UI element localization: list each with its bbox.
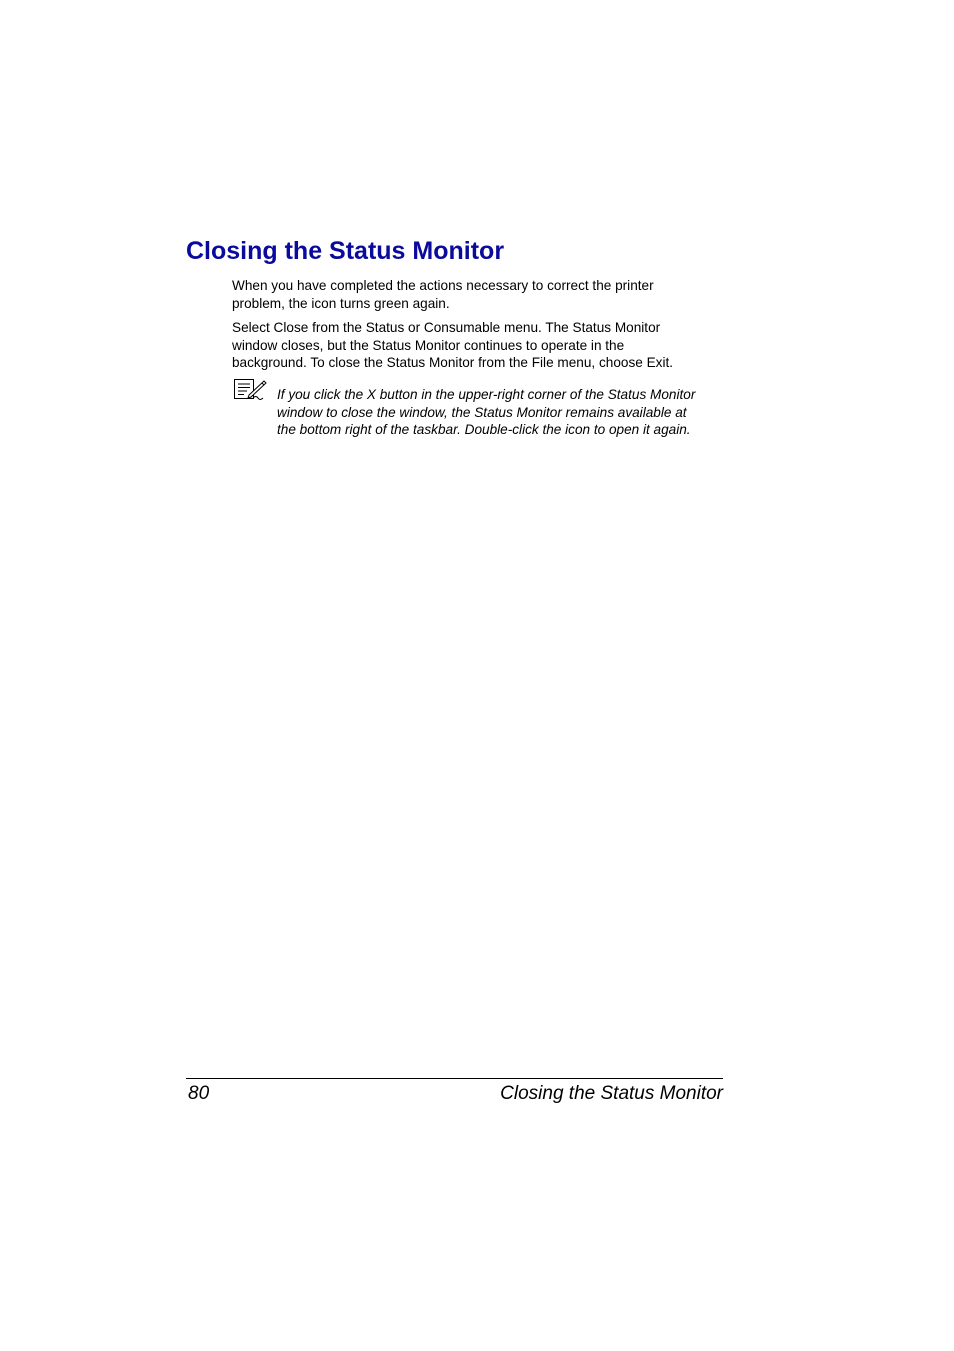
note-pencil-icon [233, 378, 267, 402]
paragraph-line: background. To close the Status Monitor from the File menu, choose Exit. [232, 355, 674, 370]
paragraph-close-instructions [232, 319, 722, 372]
paragraph-completed-actions [232, 277, 722, 312]
paragraph-line: window closes, but the Status Monitor continues to operate in the [232, 337, 625, 353]
page-title: Closing the Status Monitor [186, 237, 505, 265]
note-line: the bottom right of the taskbar. Double-click the icon to open it again. [277, 422, 691, 438]
note-line: window to close the window, the Status Monitor remains available at [277, 404, 687, 420]
footer-page-number: 80 [188, 1083, 210, 1104]
note-text [277, 386, 727, 439]
paragraph-line: Select Close from the Status or Consumable menu. The Status Monitor [232, 320, 661, 335]
paragraph-line: When you have completed the actions necessary to correct the printer [232, 278, 654, 293]
paragraph-line: problem, the icon turns green again. [232, 295, 450, 311]
footer-divider [186, 1078, 723, 1079]
footer-running-title: Closing the Status Monitor [500, 1083, 723, 1104]
note-line: If you click the X button in the upper-right corner of the Status Monitor [277, 387, 696, 402]
